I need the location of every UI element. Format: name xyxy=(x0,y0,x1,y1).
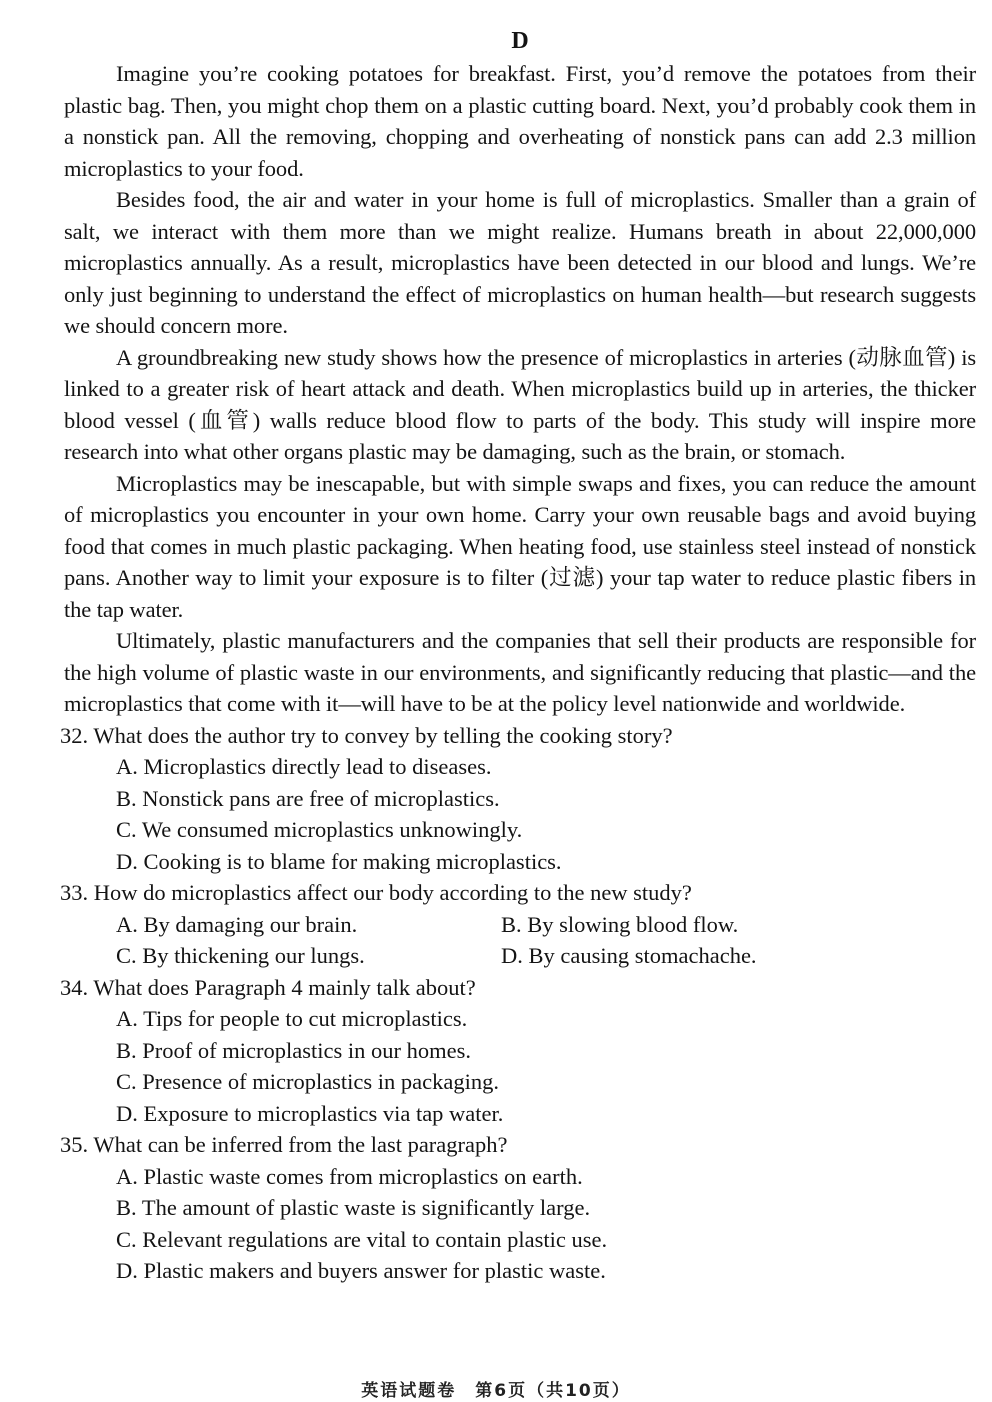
question-33 xyxy=(60,877,976,972)
question-32-option-c: C. We consumed microplastics unknowingly. xyxy=(116,817,523,842)
question-35-stem: 35. What can be inferred from the last paragraph? xyxy=(60,1132,508,1157)
paragraph-2: Besides food, the air and water in your home is full of microplastics. Smaller than a grain of salt, we interact with them more than we might realize. Humans breath in about 22,000,000 microplastics annually. As a result, microplastics have been detected in our blood and lungs. We’re only just beginning to understand the effect of microplastics on human health—but research suggests we should concern more. xyxy=(64,187,976,338)
section-title: D xyxy=(511,28,529,54)
paragraph-3: A groundbreaking new study shows how the presence of microplastics in arteries (动脉血管) is linked to a greater risk of heart attack and death. When microplastics build up in arteries, the thicker blood vessel (血管) walls reduce blood flow to parts of the body. This study will inspire more research into what other organs plastic may be damaging, such as the brain, or stomach. xyxy=(64,344,976,464)
page-footer: 英语试题卷 第6页（共10页） xyxy=(361,1381,631,1401)
question-35 xyxy=(60,1129,976,1287)
question-33-row-1 xyxy=(116,909,976,941)
question-33-option-c: C. By thickening our lungs. xyxy=(116,943,365,968)
question-35-option-a: A. Plastic waste comes from microplastics on earth. xyxy=(116,1163,583,1189)
question-34-stem: 34. What does Paragraph 4 mainly talk about? xyxy=(60,974,476,1000)
passage-page xyxy=(60,26,976,1287)
question-32-stem: 32. What does the author try to convey by telling the cooking story? xyxy=(60,722,673,748)
paragraph-5: Ultimately, plastic manufacturers and the companies that sell their products are responsible for the high volume of plastic waste in our environments, and significantly reducing that plastic—and the microplastics that come with it—will have to be at the policy level nationwide and worldwide. xyxy=(64,628,976,716)
question-35-option-b: B. The amount of plastic waste is significantly large. xyxy=(116,1195,591,1220)
question-34 xyxy=(60,972,976,1130)
question-34-option-b: B. Proof of microplastics in our homes. xyxy=(116,1037,471,1063)
question-33-stem: 33. How do microplastics affect our body according to the new study? xyxy=(60,880,692,905)
question-32-option-b: B. Nonstick pans are free of microplastics. xyxy=(116,785,500,811)
paragraph-1: Imagine you’re cooking potatoes for breakfast. First, you’d remove the potatoes from their plastic bag. Then, you might chop them on a plastic cutting board. Next, you’d probably cook them in a nonstick pan. All the removing, chopping and overheating of nonstick pans can add 2.3 million microplastics to your food. xyxy=(64,61,976,181)
question-34-option-d: D. Exposure to microplastics via tap water. xyxy=(116,1100,504,1126)
question-33-option-d: D. By causing stomachache. xyxy=(501,943,757,968)
question-33-option-b: B. By slowing blood flow. xyxy=(501,911,739,937)
question-32-option-d: D. Cooking is to blame for making microplastics. xyxy=(116,848,562,874)
paragraph-4: Microplastics may be inescapable, but with simple swaps and fixes, you can reduce the amount of microplastics you encounter in your own home. Carry your own reusable bags and avoid buying food that comes in much plastic packaging. When heating food, use stainless steel instead of nonstick pans. Another way to limit your exposure is to filter (过滤) your tap water to reduce plastic fibers in the tap water. xyxy=(64,470,976,622)
question-35-option-d: D. Plastic makers and buyers answer for plastic waste. xyxy=(116,1258,606,1283)
question-33-option-a: A. By damaging our brain. xyxy=(116,911,358,937)
question-34-option-c: C. Presence of microplastics in packaging. xyxy=(116,1069,500,1094)
question-32 xyxy=(60,720,976,878)
question-33-row-2 xyxy=(116,940,976,972)
question-35-option-c: C. Relevant regulations are vital to contain plastic use. xyxy=(116,1226,608,1252)
question-34-option-a: A. Tips for people to cut microplastics. xyxy=(116,1006,468,1031)
question-32-option-a: A. Microplastics directly lead to diseases. xyxy=(116,754,492,779)
